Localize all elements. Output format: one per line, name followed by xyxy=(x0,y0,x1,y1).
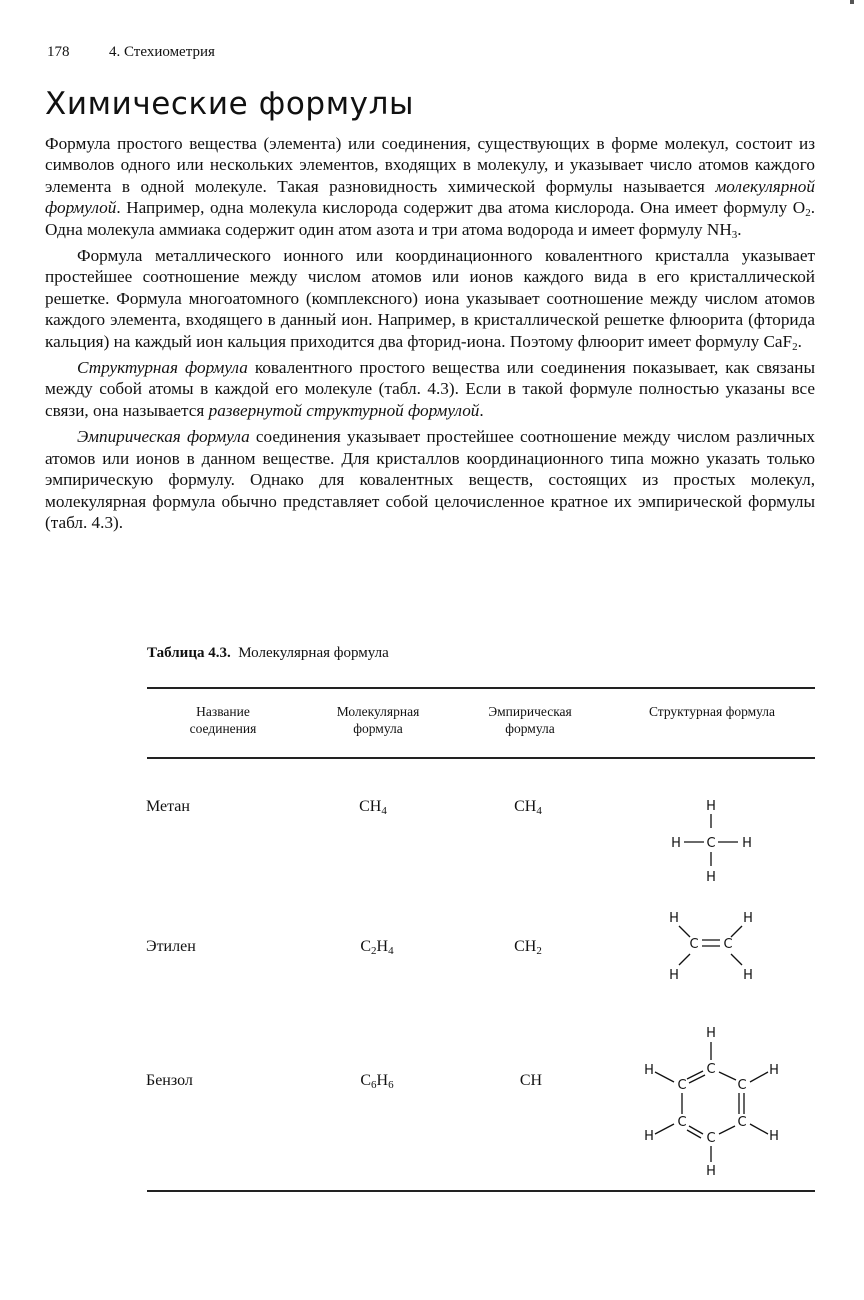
atom-h: H xyxy=(743,911,753,926)
term-molecular-formula: молекулярной формулой xyxy=(45,176,815,218)
row-ethylene-molecular: $C_2H_4$ xyxy=(360,938,394,957)
atom-h: H xyxy=(706,1026,716,1041)
atom-h: H xyxy=(669,968,679,983)
atom-h: H xyxy=(644,1129,654,1144)
atom-h: H xyxy=(706,870,716,885)
bond xyxy=(655,1124,674,1134)
paragraph-molecular: Формула простого вещества (элемента) или соединения, существующих в форме молекул, состоит из символов одного или нескольких элементов, входящих в молекулу, и указывает число атомов каждого элемента в одной молекуле. Такая разновидность химической формулы называется молекулярной формулой. Например, одна молекула кислорода содержит два атома кислорода. Она имеет формулу $O_2$. Одна молекула аммиака содержит один атом азота и три атома водорода и имеет формулу $NH_3$. xyxy=(45,134,815,241)
bond xyxy=(750,1072,768,1082)
bond xyxy=(719,1126,735,1134)
chapter-title: 4. Стехиометрия xyxy=(109,44,215,60)
paragraph-crystal: Формула металлического ионного или координационного ковалентного кристалла указывает простейшее соотношение между числом атомов или ионов каждого вида в его кристаллической решетке. Формула многоатомного (комплексного) иона указывает соотношение между числом атомов каждого элемента, входящего в данный ион. Например, в кристаллической решетке флюорита (фторида кальция) на каждый ион кальция приходится два фторид-иона. Поэтому флюорит имеет формулу CaF$_2$. xyxy=(45,246,815,353)
methane-structure xyxy=(660,790,770,890)
bond xyxy=(719,1072,736,1080)
atom-h: H xyxy=(769,1129,779,1144)
row-benzene-empirical: CH xyxy=(519,1072,543,1089)
scan-speck xyxy=(850,0,854,4)
bond xyxy=(731,926,742,937)
bond xyxy=(679,954,690,965)
atom-h: H xyxy=(769,1063,779,1078)
row-benzene-molecular: $C_6H_6$ xyxy=(360,1072,394,1091)
row-ethylene-empirical: $CH_2$ xyxy=(514,938,542,957)
table-top-rule xyxy=(147,687,815,689)
atom-c: C xyxy=(689,937,699,952)
atom-c: C xyxy=(677,1115,687,1130)
paragraph-empirical: Эмпирическая формула соединения указывает простейшее соотношение между числом различных атомов или ионов в данном веществе. Для кристаллов координационного типа можно указать только эмпирическую формулу. Однако для ковалентных веществ, состоящих из простых молекул, молекулярная формула обычно представляет собой целочисленное кратное их эмпирической формулы (табл. 4.3). xyxy=(45,427,815,532)
body-text xyxy=(45,133,815,538)
ethylene-structure xyxy=(660,905,770,985)
term-empirical-formula: Эмпирическая формула xyxy=(77,427,250,447)
atom-h: H xyxy=(669,911,679,926)
atom-c: C xyxy=(737,1078,747,1093)
running-head xyxy=(47,44,215,61)
header-molecular: Молекулярная формула xyxy=(336,704,420,736)
atom-c: C xyxy=(677,1078,687,1093)
atom-c: C xyxy=(737,1115,747,1130)
row-benzene-name: Бензол xyxy=(146,1072,193,1089)
section-title: Химические формулы xyxy=(45,86,415,122)
atom-c: C xyxy=(706,836,716,851)
row-methane-name: Метан xyxy=(146,798,190,815)
atom-h: H xyxy=(743,968,753,983)
header-empirical: Эмпирическая формула xyxy=(488,704,572,736)
bond xyxy=(655,1072,674,1082)
atom-c: C xyxy=(706,1062,716,1077)
atom-h: H xyxy=(644,1063,654,1078)
atom-h: H xyxy=(706,799,716,814)
table-caption: Таблица 4.3. Молекулярная формула xyxy=(147,645,389,661)
atom-h: H xyxy=(706,1164,716,1179)
row-methane-molecular: $CH_4$ xyxy=(359,798,387,817)
row-ethylene-name: Этилен xyxy=(146,938,196,955)
atom-h: H xyxy=(742,836,752,851)
bond xyxy=(731,954,742,965)
header-structural: Структурная формула xyxy=(648,704,776,719)
paragraph-structural: Структурная формула ковалентного простого вещества или соединения показывает, как связаны между собой атомы в каждой его молекуле (табл. 4.3). Если в такой формуле полностью указаны все связи, она называется развернутой структурной формулой. xyxy=(45,358,815,420)
atom-c: C xyxy=(706,1131,716,1146)
benzene-structure xyxy=(640,1022,790,1182)
atom-h: H xyxy=(671,836,681,851)
term-structural-formula: Структурная формула xyxy=(77,358,248,378)
bond xyxy=(750,1124,768,1134)
table-header-rule xyxy=(147,757,815,759)
row-methane-empirical: $CH_4$ xyxy=(514,798,542,817)
page-number: 178 xyxy=(47,44,70,60)
table-bottom-rule xyxy=(147,1190,815,1192)
term-expanded-structural-formula: развернутой структурной формулой xyxy=(208,400,480,420)
header-name: Название соединения xyxy=(189,704,257,736)
bond xyxy=(679,926,690,937)
atom-c: C xyxy=(723,937,733,952)
